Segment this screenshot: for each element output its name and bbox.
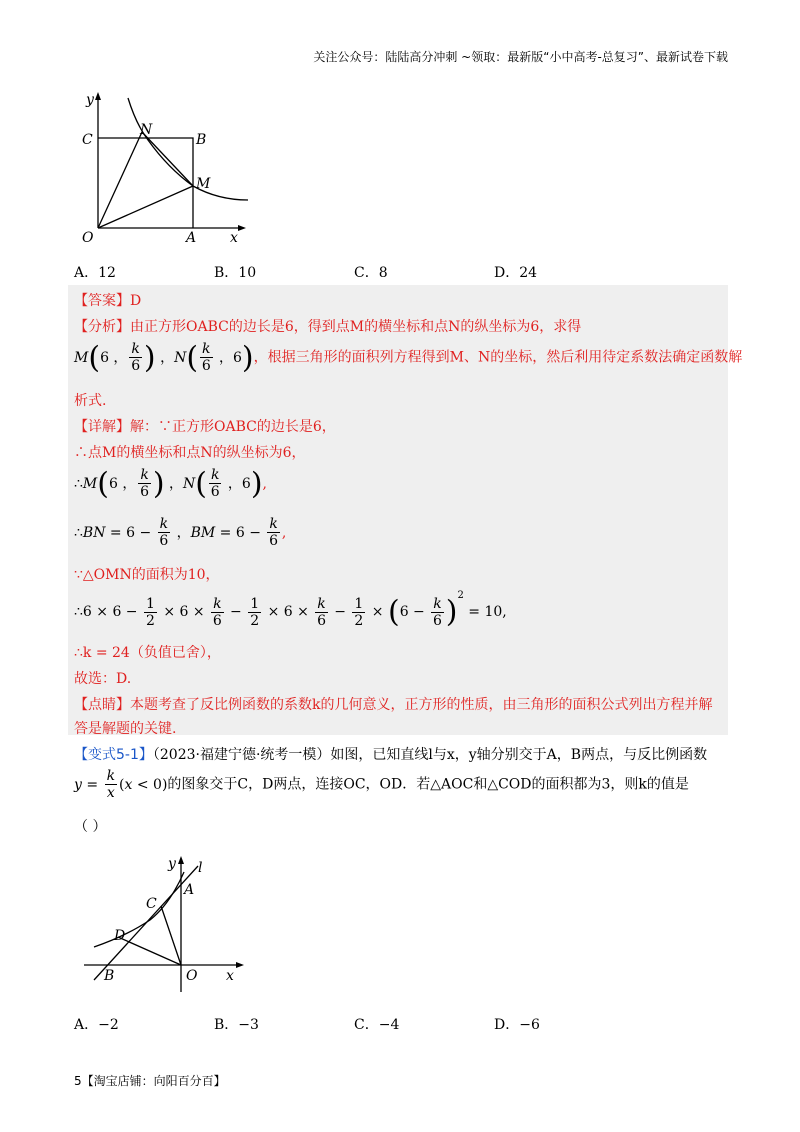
label-y: y	[86, 92, 94, 108]
analysis-line-2	[74, 340, 742, 375]
choice2-a: A．−2	[74, 1017, 119, 1033]
variant-text-2: 的图象交于C，D两点，连接OC，OD．若△AOC和△COD的面积都为3，则k的值是	[167, 776, 689, 793]
detail-text-8: ∴k = 24（负值已舍），	[74, 645, 221, 661]
comment-text-2: 答是解题的关键.	[74, 721, 177, 737]
variant-text-1: （2023·福建宁德·统考一模）如图，已知直线l与x，y轴分别交于A，B两点，与反比例函数	[152, 747, 708, 763]
choice2-c: C．−4	[354, 1017, 400, 1033]
figure-line-hyperbola	[80, 852, 250, 997]
variant-text-3: （ ）	[74, 819, 107, 835]
choices-q2	[74, 1014, 734, 1034]
variant-line-1	[74, 744, 707, 764]
answer-line	[74, 290, 141, 310]
label2-b: B	[104, 968, 115, 984]
label-b: B	[196, 132, 207, 148]
analysis-text-2: ，根据三角形的面积列方程得到M、N的坐标，然后利用待定系数法确定函数解	[253, 349, 743, 366]
detail-bn-bm: ∴BN = 6 − $\frac{k}{6}$ ，BM = 6 − $\frac{k}{6}$ ,	[74, 516, 287, 549]
detail-text-9: 故选：D.	[74, 671, 132, 687]
choice-a: A．12	[74, 265, 116, 281]
label2-d: D	[114, 928, 126, 944]
analysis-tag: 【分析】	[74, 319, 130, 335]
label2-y: y	[168, 856, 176, 872]
detail-line-4	[74, 516, 286, 549]
choice-c: C．8	[354, 265, 388, 281]
label-a: A	[186, 230, 197, 246]
analysis-text-1: 由正方形OABC的边长是6，得到点M的横坐标和点N的纵坐标为6，求得	[130, 319, 582, 335]
label-m: M	[196, 176, 211, 192]
label2-a: A	[184, 882, 195, 898]
detail-tag: 【详解】	[74, 419, 130, 435]
variant-tag: 【变式5-1】	[74, 747, 153, 763]
page-header: 关注公众号：陆陆高分冲刺 ~领取：最新版“小中高考-总复习”、最新试卷下载	[313, 50, 728, 64]
comment-text-1: 本题考查了反比例函数的系数k的几何意义，正方形的性质，由三角形的面积公式列出方程并解	[130, 697, 713, 713]
detail-text-6: ∵△OMN的面积为10，	[74, 567, 220, 583]
label-o: O	[82, 230, 94, 246]
label2-o: O	[186, 968, 198, 984]
detail-text-1: 解：∵正方形OABC的边长是6，	[130, 419, 336, 435]
choice2-b: B．−3	[214, 1017, 259, 1033]
page-footer: 5【淘宝店铺：向阳百分百】	[74, 1074, 226, 1088]
analysis-coords: M(6 ， $\frac{k}{6}$ ) ，N( $\frac{k}{6}$ ，6)	[74, 340, 254, 375]
detail-equation: ∴6 × 6 − $\frac{1}{2}$ × 6 × $\frac{k}{6}$ − $\frac{1}{2}$ × 6 × $\frac{k}{6}$ − $\frac{1}{2}$ × (6 − $\frac{k}{6}$ )$^2$ = 10,	[74, 590, 507, 630]
label2-x: x	[226, 968, 234, 984]
choice-b: B．10	[214, 265, 257, 281]
choices-q1	[74, 262, 734, 282]
answer-value: D	[130, 293, 142, 309]
detail-text-2: ∴点M的横坐标和点N的纵坐标为6，	[74, 445, 306, 461]
detail-line-1	[74, 416, 336, 436]
figure-square-hyperbola	[70, 88, 260, 248]
choice2-d: D．−6	[494, 1017, 540, 1033]
analysis-line-1	[74, 316, 581, 336]
detail-line-7	[74, 590, 507, 630]
variant-line-2	[74, 768, 689, 801]
analysis-text-3: 析式.	[74, 393, 107, 409]
detail-line-3	[74, 466, 267, 501]
label2-c: C	[146, 896, 157, 912]
label-c: C	[82, 132, 93, 148]
choice-d: D．24	[494, 265, 538, 281]
variant-function: y = $\frac{k}{x}$ (x < 0)	[74, 768, 168, 801]
label2-l: l	[198, 860, 203, 876]
answer-tag: 【答案】	[74, 293, 130, 309]
label-x: x	[230, 230, 238, 246]
label-n: N	[140, 122, 153, 138]
detail-coords: ∴M(6 ， $\frac{k}{6}$ ) ，N( $\frac{k}{6}$ ，6),	[74, 466, 267, 501]
comment-tag: 【点睛】	[74, 697, 130, 713]
comment-line-1	[74, 694, 712, 714]
